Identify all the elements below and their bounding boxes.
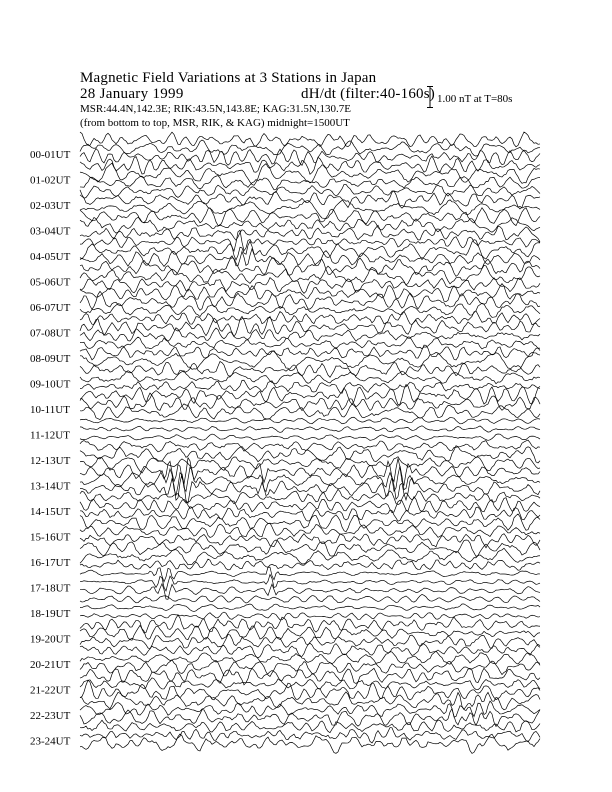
trace-msr bbox=[80, 474, 540, 503]
row-label: 17-18UT bbox=[30, 582, 71, 595]
row-label: 13-14UT bbox=[30, 480, 71, 493]
trace-rik bbox=[80, 371, 540, 384]
row-label: 22-23UT bbox=[30, 710, 71, 722]
trace-msr bbox=[80, 434, 540, 440]
row-label: 18-19UT bbox=[30, 608, 71, 620]
trace-msr bbox=[80, 734, 540, 753]
trace-rik bbox=[80, 728, 540, 743]
row-label: 16-17UT bbox=[30, 557, 71, 569]
trace-msr bbox=[80, 634, 540, 648]
row-label: 11-12UT bbox=[30, 429, 70, 442]
station-order-note: (from bottom to top, MSR, RIK, & KAG) midnight=1500UT bbox=[80, 117, 350, 129]
row-label: 12-13UT bbox=[30, 455, 71, 467]
trace-kag bbox=[80, 643, 540, 658]
row-label: 09-10UT bbox=[30, 378, 71, 391]
row-label: 15-16UT bbox=[30, 531, 71, 544]
row-label: 21-22UT bbox=[30, 684, 71, 697]
trace-rik bbox=[80, 217, 540, 233]
filter-label: dH/dt (filter:40-160s) bbox=[301, 86, 435, 102]
trace-kag bbox=[80, 615, 540, 633]
row-label: 06-07UT bbox=[30, 302, 71, 314]
row-label: 08-09UT bbox=[30, 353, 71, 365]
trace-kag bbox=[80, 514, 540, 532]
row-label: 04-05UT bbox=[30, 251, 71, 263]
row-label: 01-02UT bbox=[30, 174, 71, 187]
trace-msr bbox=[80, 457, 540, 473]
row-label: 20-21UT bbox=[30, 659, 71, 671]
trace-kag bbox=[80, 540, 540, 556]
row-label: 02-03UT bbox=[30, 200, 71, 212]
row-label: 07-08UT bbox=[30, 327, 71, 340]
trace-kag bbox=[80, 311, 540, 325]
trace-kag bbox=[80, 184, 540, 198]
trace-rik bbox=[80, 678, 540, 690]
trace-rik bbox=[80, 651, 540, 664]
scale-label: 1.00 nT at T=80s bbox=[437, 93, 513, 105]
row-label: 03-04UT bbox=[30, 225, 71, 238]
trace-kag bbox=[80, 258, 540, 277]
row-label: 19-20UT bbox=[30, 633, 71, 646]
station-coordinates: MSR:44.4N,142.3E; RIK:43.5N,143.8E; KAG:31.5N,130.7E bbox=[80, 103, 352, 115]
trace-kag bbox=[80, 337, 540, 349]
trace-msr bbox=[80, 404, 540, 420]
trace-kag bbox=[80, 132, 540, 147]
trace-msr bbox=[80, 200, 540, 219]
trace-kag bbox=[80, 567, 540, 582]
chart-date: 28 January 1999 bbox=[80, 86, 184, 102]
row-label: 10-11UT bbox=[30, 404, 70, 416]
trace-kag bbox=[80, 417, 540, 424]
row-label: 14-15UT bbox=[30, 506, 71, 518]
row-label: 00-01UT bbox=[30, 149, 71, 161]
trace-kag bbox=[80, 362, 540, 378]
trace-rik bbox=[80, 523, 540, 537]
trace-kag bbox=[80, 594, 540, 603]
trace-kag bbox=[80, 720, 540, 733]
trace-rik bbox=[80, 604, 540, 612]
trace-kag bbox=[80, 208, 540, 226]
trace-msr bbox=[80, 303, 540, 317]
row-label: 05-06UT bbox=[30, 276, 71, 289]
chart-title: Magnetic Field Variations at 3 Stations in Japan bbox=[80, 70, 377, 86]
trace-kag bbox=[80, 156, 540, 174]
trace-rik bbox=[80, 497, 540, 513]
trace-kag bbox=[80, 440, 540, 452]
trace-rik bbox=[80, 548, 540, 565]
trace-msr bbox=[80, 612, 540, 620]
trace-rik bbox=[80, 625, 540, 640]
trace-rik bbox=[80, 426, 540, 433]
row-label: 23-24UT bbox=[30, 735, 71, 748]
